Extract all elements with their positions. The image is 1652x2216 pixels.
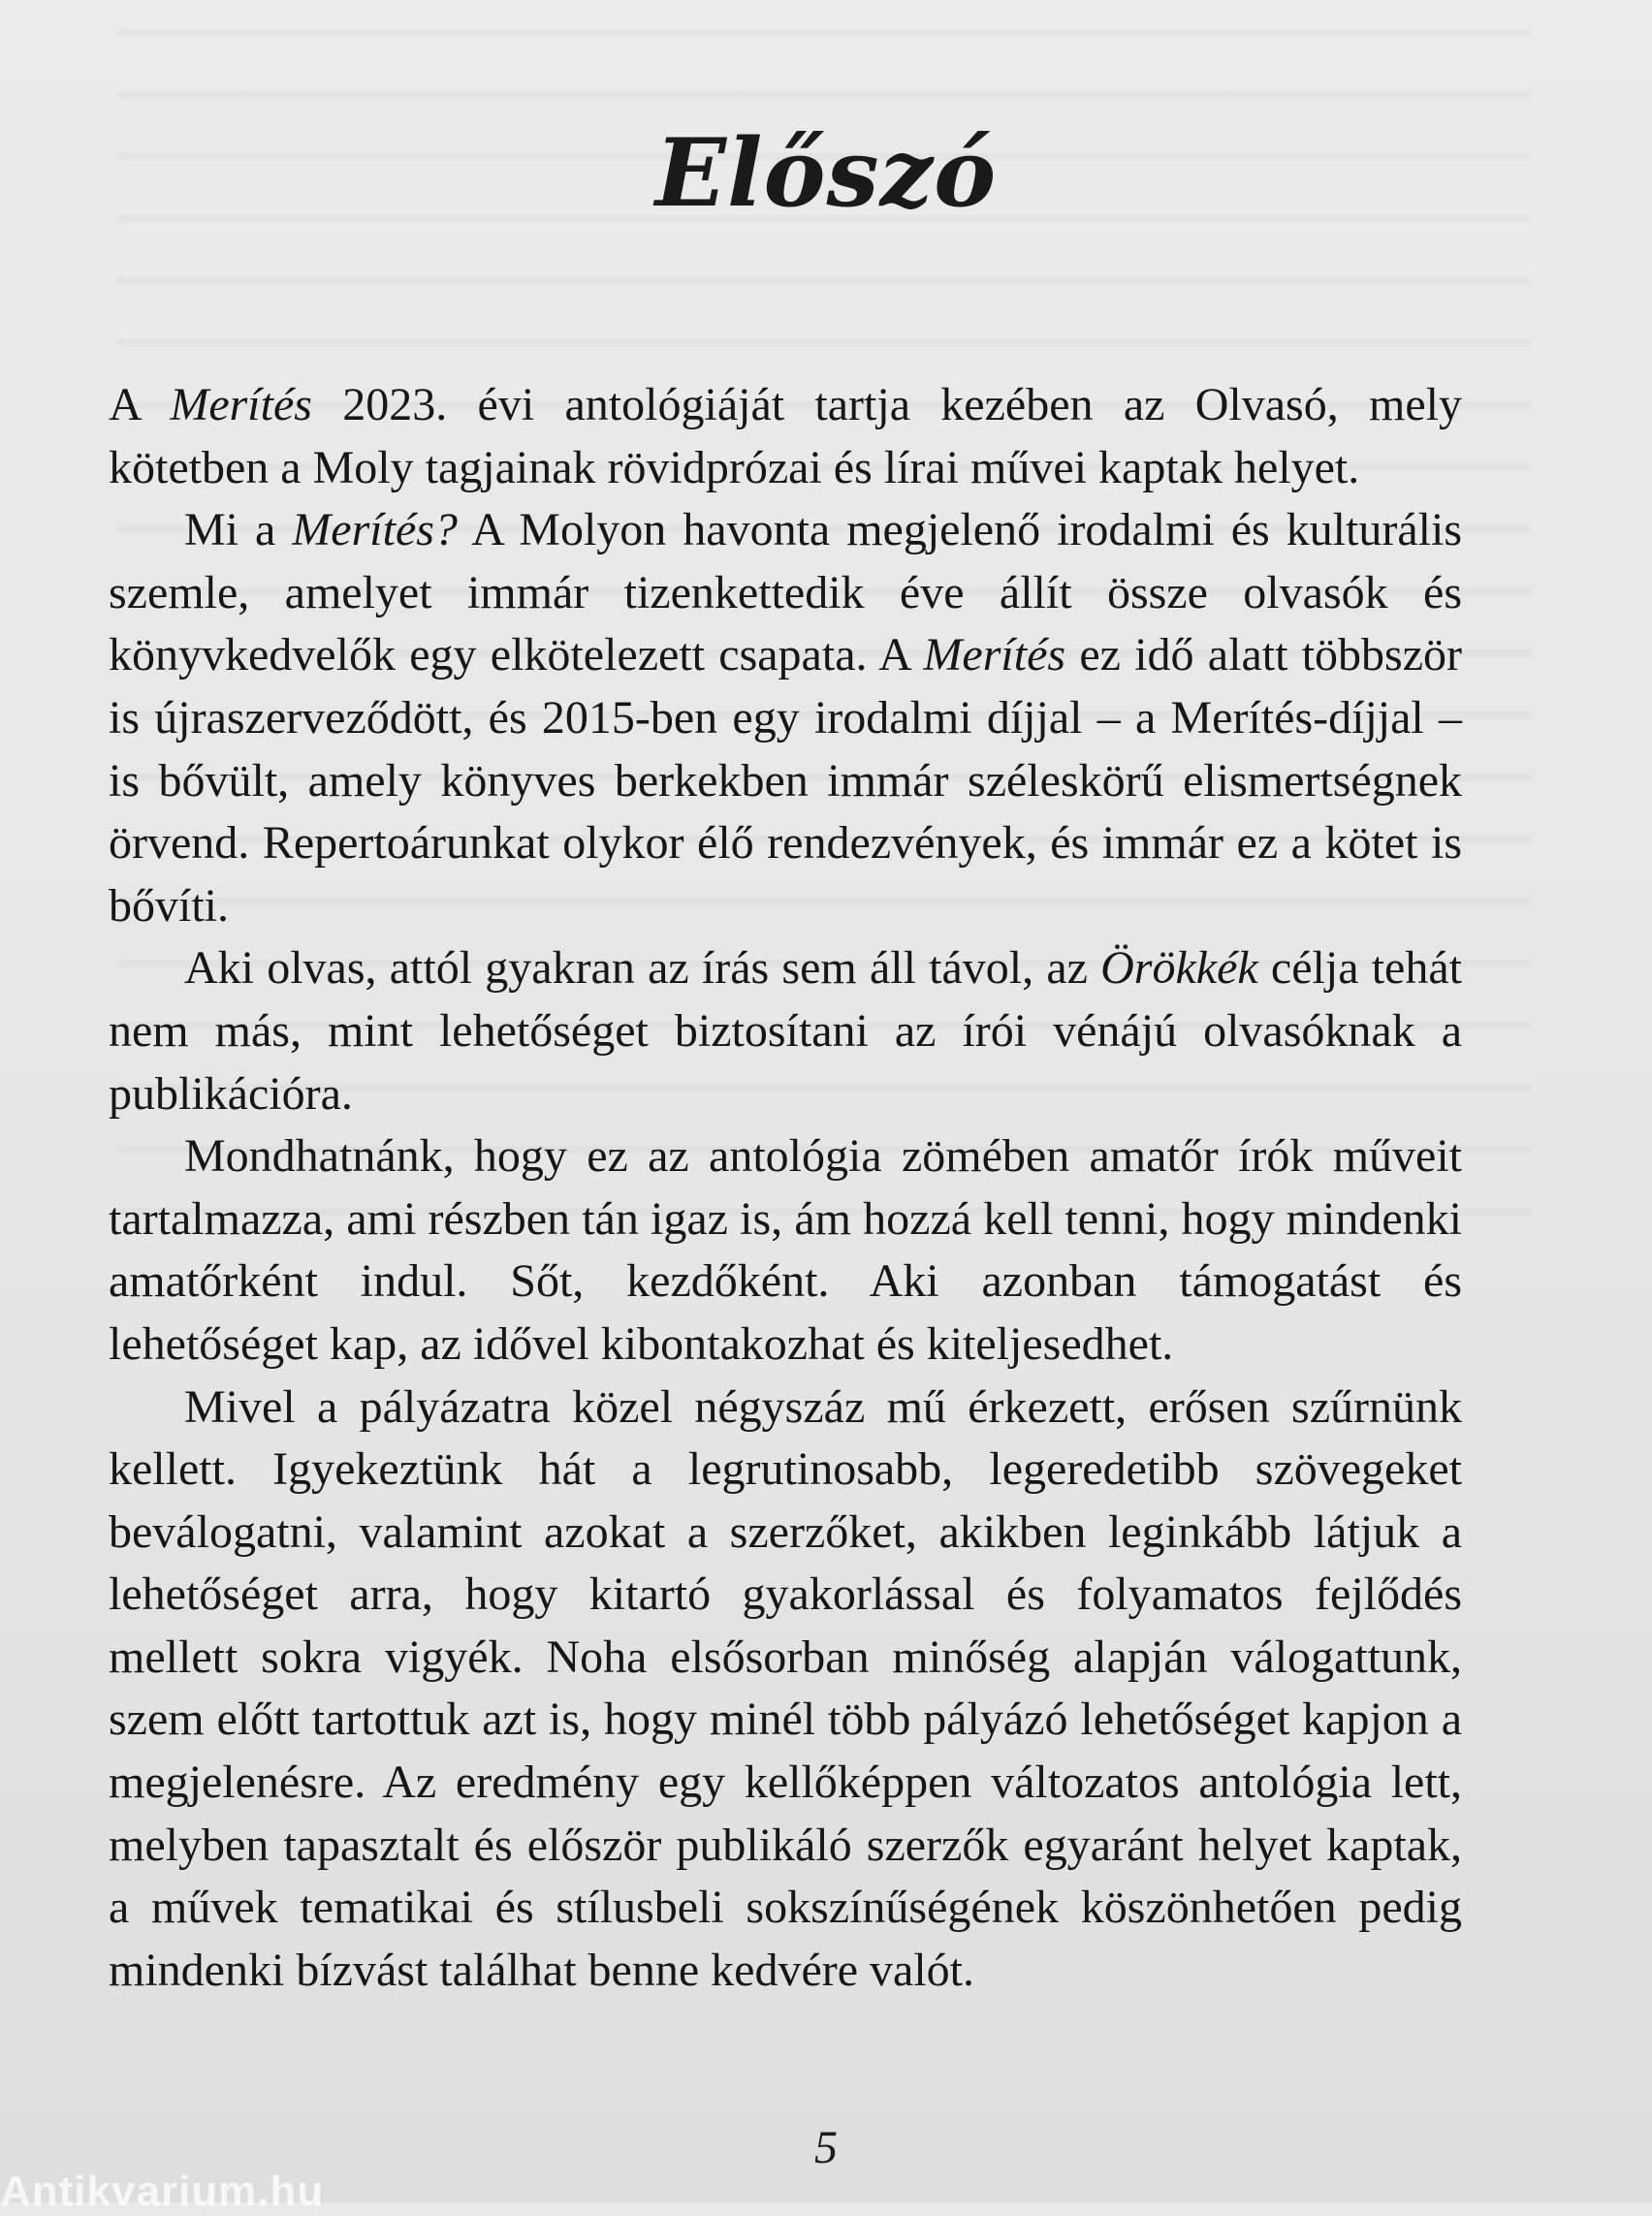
page-number: 5 <box>814 2122 838 2173</box>
italic-title-text: Merítés <box>923 629 1066 681</box>
watermark-logo: Antikvarium.hu <box>0 2168 325 2215</box>
page-title: Előszó <box>654 118 998 228</box>
italic-title-text: Merítés <box>170 379 312 430</box>
italic-title-text: Merítés? <box>292 504 458 556</box>
paragraph-text: 2023. évi antológiáját tartja kezében az Olvasó, mely kötetben a Moly tagjainak rövidprózai és lírai művei kaptak helyet. <box>109 379 1463 493</box>
paragraph <box>109 937 1462 1125</box>
paragraph-text: A Molyon havonta megjelenő irodalmi és kulturális szemle, amelyet immár tizenkettedik éve állít össze olvasók és könyvkedvelők egy elkötelezett csapata. A <box>109 504 1462 681</box>
paragraph <box>109 1125 1462 1376</box>
body-text <box>109 374 1462 2002</box>
paragraph-text: Mi a <box>184 504 293 556</box>
paragraph <box>109 499 1462 937</box>
paragraph-text: A <box>109 379 171 430</box>
paragraph-text: Mondhatnánk, hogy ez az antológia zömében amatőr írók műveit tartalmazza, ami részben tán igaz is, ám hozzá kell tenni, hogy mindenki amatőrként indul. Sőt, kezdőként. Aki azonban támogatást és lehetőséget kap, az idővel kibontakozhat és kiteljesedhet. <box>109 1130 1462 1370</box>
paragraph-text: ez idő alatt többször is újraszerveződött, és 2015-ben egy irodalmi díjjal – a Merítés-díjjal – is bővült, amely könyves berkekben immár széleskörű elismertségnek örvend. Repertoárunkat olykor élő rendezvények, és immár ez a kötet is bővíti. <box>109 629 1462 932</box>
paragraph-text: Mivel a pályázatra közel négyszáz mű érkezett, erősen szűrnünk kellett. Igyekeztünk hát a legrutinosabb, legeredetibb szövegeket beválogatni, valamint azokat a szerzőket, akikben leginkább látjuk a lehetőséget arra, hogy kitartó gyakorlással és folyamatos fejlődés mellett sokra vigyék. Noha elsősorban minőség alapján válogattunk, szem előtt tartottuk azt is, hogy minél több pályázó lehetőséget kapjon a megjelenésre. Az eredmény egy kellőképpen változatos antológia lett, melyben tapasztalt és először publikáló szerzők egyaránt helyet kaptak, a művek tematikai és stílusbeli sokszínűségének köszönhetően pedig mindenki bízvást találhat benne kedvére valót. <box>109 1380 1462 1996</box>
italic-title-text: Örökkék <box>1100 942 1258 995</box>
paragraph <box>109 374 1462 499</box>
paragraph <box>109 1377 1462 2003</box>
paragraph-text: célja tehát nem más, mint lehetőséget biztosítani az írói vénájú olvasóknak a publikációra. <box>109 942 1462 1120</box>
paragraph-text: Aki olvas, attól gyakran az írás sem áll távol, az <box>184 942 1101 995</box>
